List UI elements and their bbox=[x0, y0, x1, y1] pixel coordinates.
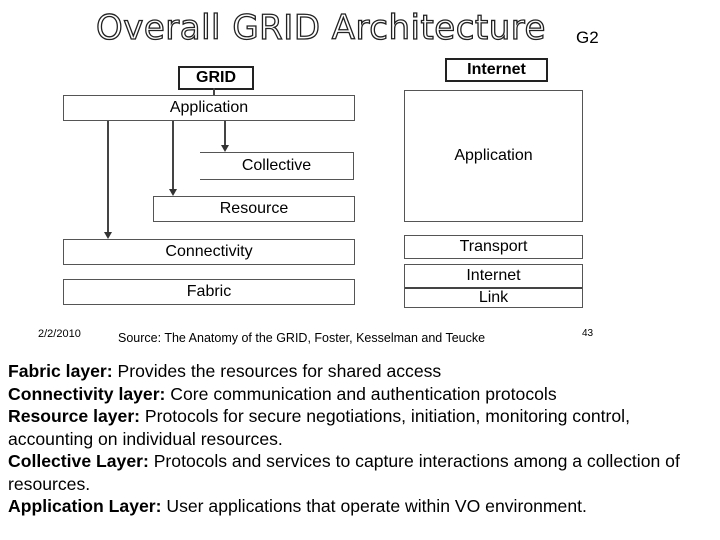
arrow-line-to-collective bbox=[224, 121, 226, 145]
grid-header: GRID bbox=[178, 66, 254, 90]
grid-layer-fabric bbox=[63, 279, 355, 305]
grid-layer-application-label: Application bbox=[169, 99, 249, 116]
internet-layer-application bbox=[404, 90, 583, 222]
arrow-line-to-resource bbox=[172, 121, 174, 190]
internet-layer-transport bbox=[404, 235, 583, 259]
arrow-line-to-connectivity bbox=[107, 121, 109, 233]
footer-date: 2/2/2010 bbox=[38, 328, 81, 340]
description-fabric: Fabric layer: Provides the resources for shared access bbox=[8, 361, 442, 381]
arrow-head-to-collective bbox=[221, 145, 229, 152]
grid-layer-connectivity bbox=[63, 239, 355, 265]
grid-layer-fabric-label: Fabric bbox=[186, 283, 232, 300]
description-connectivity: Connectivity layer: Core communication and authentication protocols bbox=[8, 383, 557, 404]
footer-page: 43 bbox=[582, 328, 594, 339]
arrow-head-to-resource bbox=[169, 189, 177, 196]
grid-layer-connectivity-label: Connectivity bbox=[165, 243, 253, 260]
internet-layer-internet-link bbox=[404, 264, 583, 308]
slide-title: Overall GRID Architecture bbox=[96, 8, 546, 48]
internet-layer-application-label: Application bbox=[454, 147, 533, 164]
grid-layer-resource-label: Resource bbox=[219, 200, 289, 217]
arrow-head-to-connectivity bbox=[104, 232, 112, 239]
grid-layer-application bbox=[63, 95, 355, 121]
grid-layer-collective-label: Collective bbox=[241, 157, 312, 174]
description-collective: Collective Layer: Protocols and services to capture interactions among a collection of resources. bbox=[8, 451, 680, 494]
description-resource: Resource layer: Protocols for secure negotiations, initiation, monitoring control, accounting on individual resources. bbox=[8, 406, 630, 449]
layer-descriptions bbox=[8, 360, 714, 518]
internet-layer-link-label: Link bbox=[478, 288, 509, 306]
slide-id: G2 bbox=[576, 28, 599, 47]
internet-layer-internet-label: Internet bbox=[466, 267, 521, 284]
grid-layer-collective bbox=[200, 152, 354, 180]
grid-layer-resource bbox=[153, 196, 355, 222]
footer-source: Source: The Anatomy of the GRID, Foster, Kesselman and Teucke bbox=[118, 331, 486, 345]
internet-header: Internet bbox=[445, 58, 548, 82]
internet-layer-transport-label: Transport bbox=[459, 238, 528, 255]
description-application: Application Layer: User applications that operate within VO environment. bbox=[8, 496, 587, 516]
